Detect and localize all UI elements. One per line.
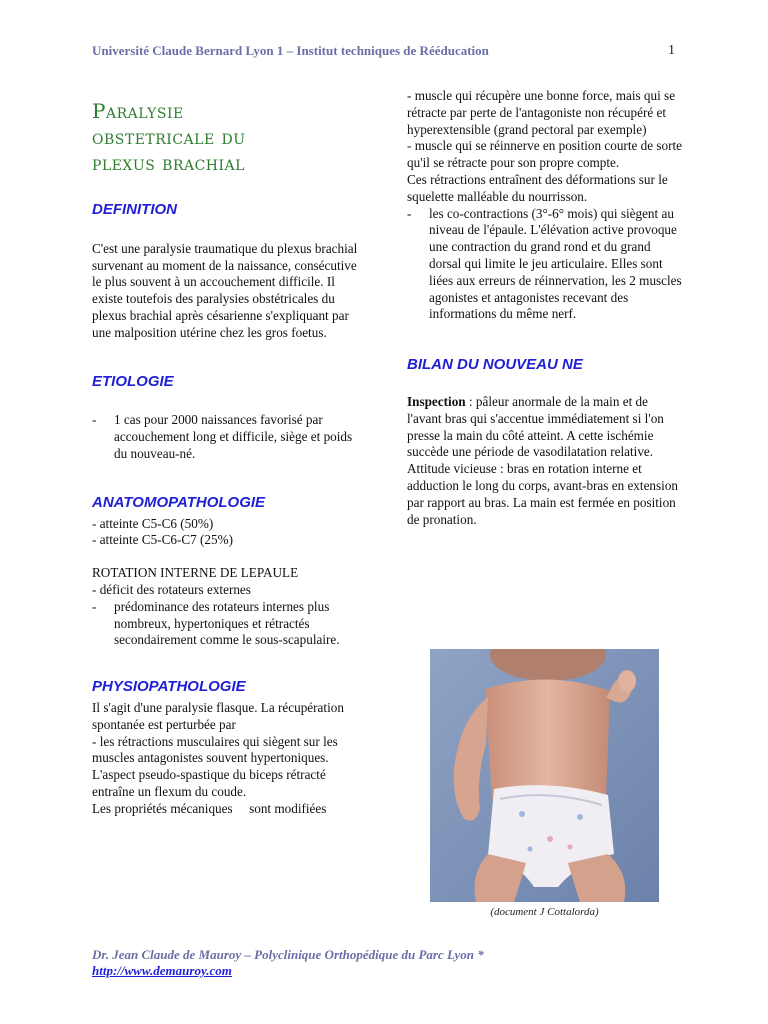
page-number: 1 [668, 43, 675, 58]
page-header: Université Claude Bernard Lyon 1 – Institut techniques de Rééducation [92, 43, 489, 58]
title-line-2: obstetricale du [92, 125, 246, 149]
list-marker: - [92, 412, 97, 428]
list-marker: - [407, 205, 412, 221]
definition-heading: DEFINITION [92, 201, 177, 218]
inspection-paragraph [407, 394, 683, 528]
etiologie-item [92, 412, 362, 462]
etiologie-item-text: 1 cas pour 2000 naissances favorisé par accouchement long et difficile, siège et poids du nouveau-né. [114, 412, 353, 461]
right-text-3: Ces rétractions entraînent des déformations sur le squelette malléable du nourrisson. [407, 171, 668, 204]
footer-link[interactable]: http://www.demauroy.com [92, 963, 232, 978]
title-line-1: Paralysie [92, 99, 184, 123]
footer-author: Dr. Jean Claude de Mauroy – Polyclinique Orthopédique du Parc Lyon * [92, 947, 484, 962]
rotation-line: - déficit des rotateurs externes [92, 581, 251, 597]
physiopathologie-heading: PHYSIOPATHOLOGIE [92, 678, 246, 696]
anatomopathologie-heading: ANATOMOPATHOLOGIE [92, 493, 266, 511]
inspection-label: Inspection [407, 393, 466, 409]
rotation-item [92, 599, 362, 649]
rotation-item-text: prédominance des rotateurs internes plus nombreux, hypertoniques et rétractés secondairement comme le sous-scapulaire. [114, 598, 340, 648]
document-title [92, 98, 362, 176]
title-line-3: plexus brachial [92, 151, 245, 175]
cocontraction-item [407, 206, 683, 324]
definition-text: C'est une paralysie traumatique du plexus brachial survenant au moment de la naissance, consécutive le plus souvent à un accouchement difficile. Il existe toutefois des paralysies obstétricales du plexus brachial après césarienne s'expliquant par une malposition utérine chez les gros foetus. [92, 240, 358, 340]
cocontraction-item-text: les co-contractions (3°-6° mois) qui siègent au niveau de l'épaule. L'élévation active provoque une contraction du grand rond et du grand dorsal qui limite le jeu articulaire. Elles sont liées aux erreurs de réinnervation, les 2 muscles agonistes et antagonistes recevant des informations du même nerf. [429, 205, 682, 322]
right-text-1: - muscle qui récupère une bonne force, mais qui se rétracte par perte de l'antagoniste non récupéré et hyperextensible (grand pectoral par exemple) [407, 88, 676, 137]
baby-illustration [430, 649, 659, 902]
right-column [407, 88, 683, 528]
bilan-heading: BILAN DU NOUVEAU NE [407, 356, 583, 374]
etiologie-heading: ETIOLOGIE [92, 372, 174, 390]
inspection-text: : pâleur anormale de la main et de l'avant bras qui s'accentue immédiatement si l'on presse la main du côté atteint. A cette ischémie succède une période de vasodilatation relative. Attitude vicieuse : bras en rotation interne et adduction le long du corps, avant-bras en extension par rapport au bras. La main est fermée en position de pronation. [407, 393, 679, 527]
baby-photo [430, 649, 659, 902]
list-marker: - [92, 598, 97, 614]
right-text-2: - muscle qui se réinnerve en position courte de sorte qu'il se rétracte pour son propre compte. [407, 138, 683, 171]
physio-text-1: Il s'agit d'une paralysie flasque. La récupération spontanée est perturbée par [92, 699, 344, 732]
page-footer [92, 947, 692, 979]
anatomo-line-1: - atteinte C5-C6 (50%) [92, 515, 214, 531]
figure-caption: (document J Cottalorda) [490, 906, 599, 918]
physio-text-3: Les propriétés mécaniques sont modifiées [92, 800, 327, 816]
physio-text-2: - les rétractions musculaires qui siègent sur les muscles antagonistes souvent hypertoniques. L'aspect pseudo-spastique du biceps rétracté entraîne un flexum du coude. [92, 733, 338, 799]
anatomo-line-2: - atteinte C5-C6-C7 (25%) [92, 532, 233, 548]
left-column [92, 98, 362, 818]
rotation-title: ROTATION INTERNE DE LEPAULE [92, 565, 299, 581]
